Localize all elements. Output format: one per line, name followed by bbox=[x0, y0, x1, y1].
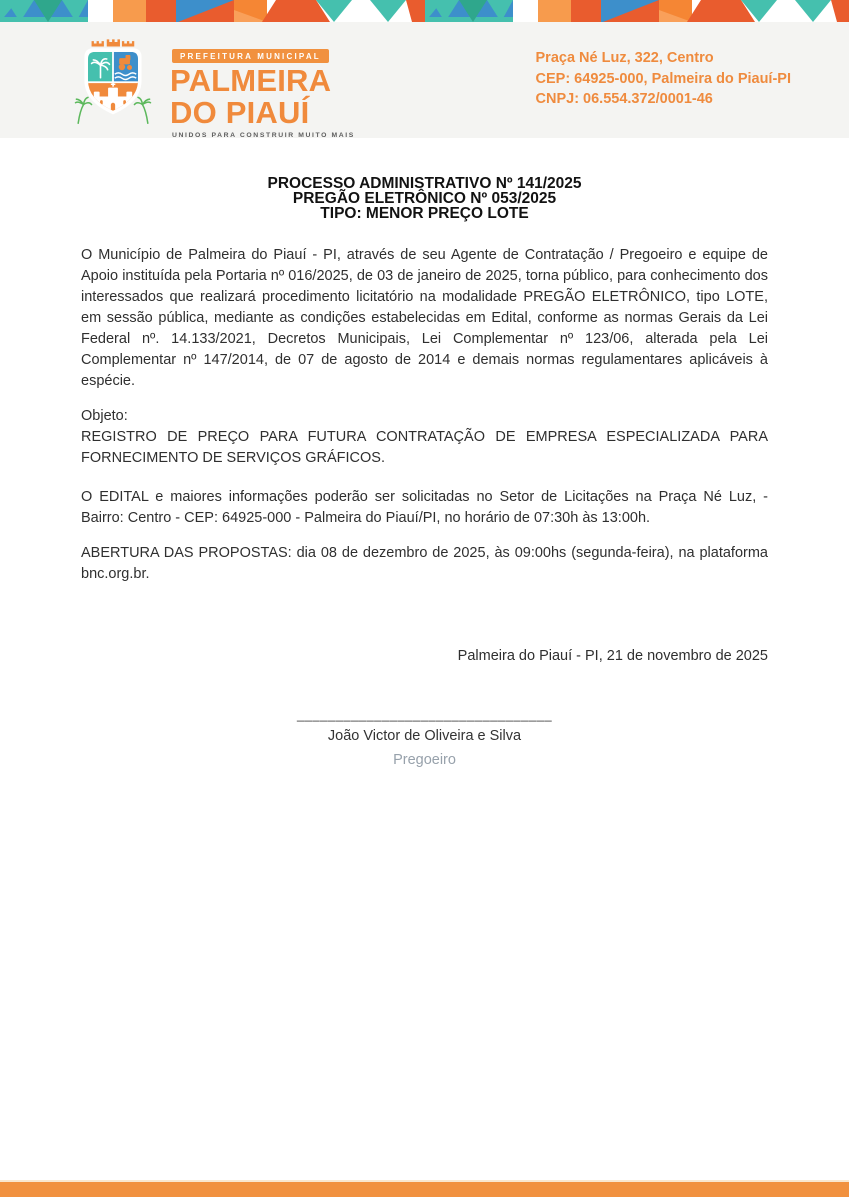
address-line: CNPJ: 06.554.372/0001-46 bbox=[535, 91, 713, 108]
intro-paragraph: O Município de Palmeira do Piauí - PI, através de seu Agente de Contratação / Pregoeiro e equipe de Apoio instituída pela Portaria nº 016/2025, de 03 de janeiro de 2025, torna público, para conhecimento dos interessados que realizará procedimento licitatório na modalidade PREGÃO ELETRÔNICO, tipo LOTE, em sessão pública, mediante as condições estabelecidas em Edital, conforme as normas Gerais da Lei Federal nº. 14.133/2021, Decretos Municipais, Lei Complementar nº 123/06, alterada pela Lei Complementar nº 147/2014, de 07 de agosto de 2014 e demais normas regulamentares aplicáveis à espécie. bbox=[81, 247, 768, 390]
address-line: CEP: 64925-000, Palmeira do Piauí-PI bbox=[535, 70, 791, 87]
logo-tagline: UNIDOS PARA CONSTRUIR MUITO MAIS bbox=[172, 132, 355, 140]
signature-role: Pregoeiro bbox=[393, 752, 456, 769]
signature-name: João Victor de Oliveira e Silva bbox=[327, 728, 522, 745]
title-line-pregao: PREGÃO ELETRÔNICO Nº 053/2025 bbox=[292, 189, 557, 207]
logo-name-line2: DO PIAUÍ bbox=[170, 94, 310, 130]
address-block bbox=[536, 34, 791, 110]
logo-text bbox=[170, 34, 355, 139]
address-line: Praça Né Luz, 322, Centro bbox=[535, 50, 714, 66]
top-decorative-border bbox=[0, 0, 849, 22]
signature-rule: _________________________________ bbox=[296, 707, 553, 723]
edital-paragraph: O EDITAL e maiores informações poderão ser solicitadas no Setor de Licitações na Praça Né Luz, - Bairro: Centro - CEP: 64925-000 - Palmeira do Piauí/PI, no horário de 07:30h às 13:00h. bbox=[81, 489, 768, 527]
coat-of-arms-icon bbox=[66, 34, 160, 134]
signature-block bbox=[81, 706, 768, 771]
object-label: Objeto: bbox=[81, 408, 128, 425]
bottom-decorative-bar bbox=[0, 1180, 849, 1197]
municipal-logo bbox=[66, 34, 355, 139]
object-paragraph: REGISTRO DE PREÇO PARA FUTURA CONTRATAÇÃO DE EMPRESA ESPECIALIZADA PARA FORNECIMENTO DE SERVIÇOS GRÁFICOS. bbox=[81, 429, 768, 467]
abertura-paragraph: ABERTURA DAS PROPOSTAS: dia 08 de dezembro de 2025, às 09:00hs (segunda-feira), na plataforma bnc.org.br. bbox=[81, 545, 768, 583]
logo-badge: PREFEITURA MUNICIPAL bbox=[172, 49, 329, 63]
document-title bbox=[81, 177, 768, 221]
letterhead bbox=[0, 22, 849, 138]
title-line-processo: PROCESSO ADMINISTRATIVO Nº 141/2025 bbox=[267, 175, 582, 192]
date-line: Palmeira do Piauí - PI, 21 de novembro de 2025 bbox=[457, 648, 768, 665]
title-line-tipo: TIPO: MENOR PREÇO LOTE bbox=[320, 204, 529, 222]
crown-icon bbox=[92, 39, 135, 46]
document-body bbox=[0, 177, 849, 771]
logo-name-line1: PALMEIRA bbox=[170, 63, 332, 98]
